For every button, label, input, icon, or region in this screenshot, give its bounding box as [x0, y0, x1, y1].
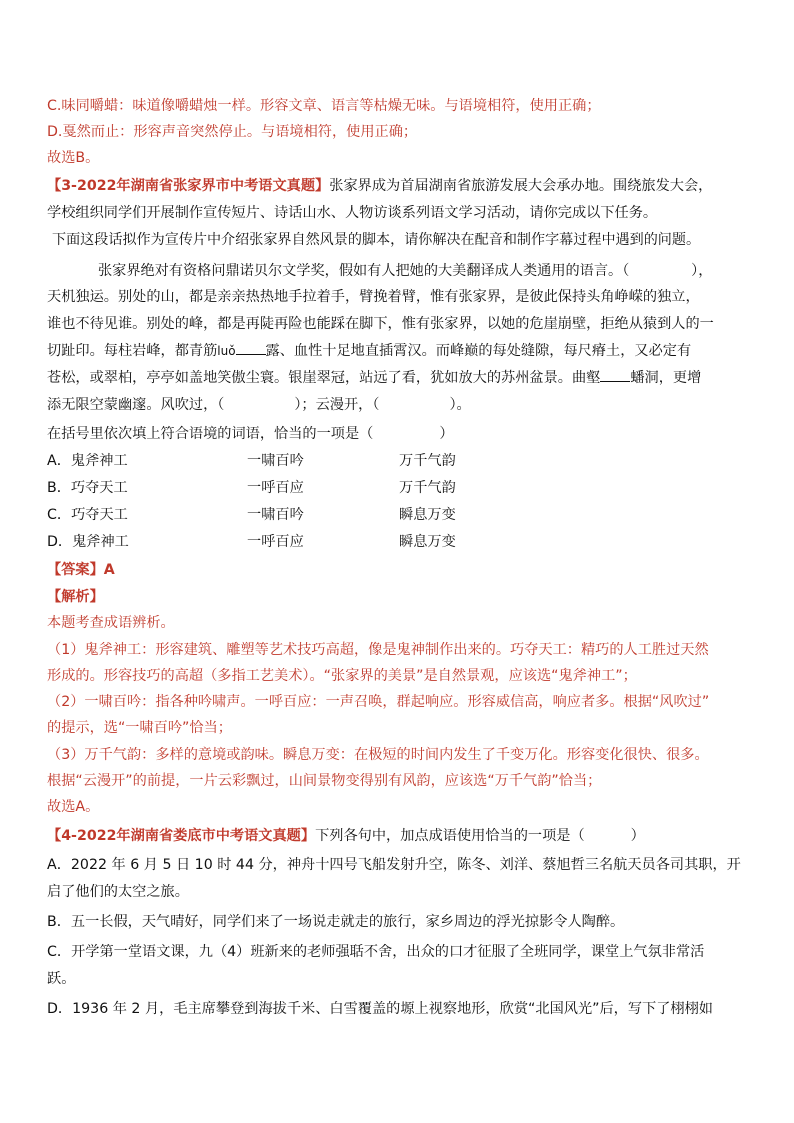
- text-line: [47, 203, 757, 223]
- analysis-text: 本题考查成语辨析。: [47, 615, 175, 631]
- passage-text: ）。: [449, 397, 471, 413]
- question-stem-text: 在括号里依次填上符合语境的词语，恰当的一项是（: [47, 426, 374, 442]
- answer-line: [47, 560, 757, 580]
- option-c-word3: 瞬息万变: [399, 507, 456, 523]
- blank-line: [600, 369, 630, 382]
- analysis-line: [47, 640, 757, 660]
- option-a-word1: A．鬼斧神工: [47, 453, 128, 469]
- analysis-line: [47, 666, 757, 686]
- question-4-option-d: [47, 999, 757, 1019]
- question-3-intro: 张家界成为首届湖南省旅游发展大会承办地。围绕旅发大会，: [329, 178, 713, 194]
- text-line: [52, 230, 757, 250]
- passage-text: ）；云漫开，（: [294, 397, 380, 413]
- question-4-option-c: [47, 942, 757, 962]
- analysis-text: （3）万千气韵：多样的意境或韵味。瞬息万变：在极短的时间内发生了千变万化。形容变化很快、很多。: [47, 747, 709, 763]
- option-text: D．1936 年 2 月，毛主席攀登到海拔千米、白雪覆盖的塬上视察地形，欣赏“北国风光”后，写下了栩栩如: [47, 1001, 713, 1017]
- passage-line: [98, 261, 757, 281]
- analysis-text: 故选A。: [47, 799, 100, 815]
- passage-text: 切趾印。每柱岩峰，都青筋: [47, 343, 218, 359]
- analysis-text: （1）鬼斧神工：形容建筑、雕塑等艺术技巧高超，像是鬼神制作出来的。巧夺天工：精巧的人工胜过天然: [47, 642, 709, 658]
- passage-text: 张家界绝对有资格问鼎诺贝尔文学奖，假如有人把她的大美翻译成人类通用的语言。（: [98, 263, 630, 279]
- option-text: B．五一长假，天气晴好，同学们来了一场说走就走的旅行，家乡周边的浮光掠影令人陶醉。: [47, 914, 625, 930]
- passage-line: [47, 341, 757, 361]
- option-d-word2: 一呼百应: [247, 534, 304, 550]
- question-4-stem: 下列各句中，加点成语使用恰当的一项是（: [315, 828, 585, 844]
- analysis-heading: [47, 587, 757, 607]
- answer-conclusion: 故选B。: [47, 150, 100, 166]
- pinyin-hint: luǒ: [217, 344, 236, 358]
- analysis-text: （2）一啸百吟：指各种吟啸声。一呼百应：一声召唤，群起响应。形容威信高，响应者多。根据“风吹过”: [47, 694, 710, 710]
- analysis-line: [47, 745, 757, 765]
- passage-text: 天机独运。别处的山，都是亲亲热热地手拉着手，臂挽着臂，惟有张家界，是彼此保持头角峥嵘的独立，: [47, 289, 700, 305]
- option-b-word2: 一呼百应: [247, 480, 304, 496]
- passage-line: [47, 368, 757, 388]
- question-4-option-a-cont: [47, 882, 757, 902]
- passage-line: [47, 314, 757, 334]
- question-3-intro-cont: 学校组织同学们开展制作宣传短片、诗话山水、人物访谈系列语文学习活动，请你完成以下任务。: [47, 205, 658, 221]
- question-4-option-a: [47, 855, 757, 875]
- passage-text: 苍松，或翠柏，亭亭如盖地笑傲尘寰。银崖翠冠，站远了看，犹如放大的苏州盆景。曲壑: [47, 370, 601, 386]
- question-4-option-c-cont: [47, 969, 757, 989]
- passage-text: 露、血性十足地直插霄汉。而峰巅的每处缝隙，每尺瘠土，又必定有: [265, 343, 692, 359]
- question-stem: [47, 424, 757, 444]
- analysis-text: 的提示，选“一啸百吟”恰当；: [47, 720, 232, 736]
- text-line: [47, 122, 757, 142]
- option-c-word2: 一啸百吟: [247, 507, 304, 523]
- analysis-line: [47, 718, 757, 738]
- analysis-text: 根据“云漫开”的前提，一片云彩飘过，山间景物变得别有风韵，应该选“万千气韵”恰当；: [47, 773, 602, 789]
- question-3-instruction: 下面这段话拟作为宣传片中介绍张家界自然风景的脚本，请你解决在配音和制作字幕过程中遇到的问题。: [52, 232, 701, 248]
- passage-line: [47, 287, 757, 307]
- option-a-word3: 万千气韵: [399, 453, 456, 469]
- analysis-label: 【解析】: [47, 589, 104, 605]
- option-text: 跃。: [47, 971, 76, 987]
- passage-text: ），: [691, 263, 713, 279]
- question-4-tag: 【4-2022年湖南省娄底市中考语文真题】: [47, 828, 316, 844]
- option-a-word2: 一啸百吟: [247, 453, 304, 469]
- option-d-analysis: D.戛然而止：形容声音突然停止。与语境相符，使用正确；: [47, 124, 418, 140]
- question-3-header: [47, 176, 757, 196]
- blank-line: [236, 342, 266, 355]
- option-c-analysis: C.味同嚼蜡：味道像嚼蜡烛一样。形容文章、语言等枯燥无味。与语境相符，使用正确；: [47, 98, 601, 114]
- analysis-line: [47, 771, 757, 791]
- analysis-line: [47, 797, 757, 817]
- passage-text: 谁也不待见谁。别处的峰，都是再陡再险也能踩在脚下，惟有张家界，以她的危崖崩壁，拒绝从猿到人的一: [47, 316, 714, 332]
- analysis-text: 形成的。形容技巧的高超（多指工艺美术）。“张家界的美景”是自然景观，应该选“鬼斧神工”；: [47, 668, 637, 684]
- option-text: 启了他们的太空之旅。: [47, 884, 189, 900]
- answer-label: 【答案】A: [47, 562, 115, 578]
- option-text: C．开学第一堂语文课，九（4）班新来的老师强聒不舍，出众的口才征服了全班同学，课堂上气氛非常活: [47, 944, 705, 960]
- question-4-header: [47, 826, 757, 846]
- text-line: [47, 96, 757, 116]
- option-d-word1: D．鬼斧神工: [47, 534, 129, 550]
- option-c-word1: C．巧夺天工: [47, 507, 128, 523]
- text-line: [47, 148, 757, 168]
- passage-text: 蟠洞，更增: [630, 370, 702, 386]
- question-3-tag: 【3-2022年湖南省张家界市中考语文真题】: [47, 178, 330, 194]
- option-d-word3: 瞬息万变: [399, 534, 456, 550]
- option-b-word1: B．巧夺天工: [47, 480, 128, 496]
- question-4-stem: ）: [630, 828, 645, 844]
- question-4-option-b: [47, 912, 757, 932]
- analysis-line: [47, 692, 757, 712]
- passage-text: 添无限空蒙幽邃。风吹过，（: [47, 397, 225, 413]
- analysis-line: [47, 613, 757, 633]
- passage-line: [47, 395, 757, 415]
- option-b-word3: 万千气韵: [399, 480, 456, 496]
- question-stem-text: ）: [439, 426, 454, 442]
- option-text: A．2022 年 6 月 5 日 10 时 44 分，神舟十四号飞船发射升空，陈冬、刘洋、蔡旭哲三名航天员各司其职，开: [47, 857, 741, 873]
